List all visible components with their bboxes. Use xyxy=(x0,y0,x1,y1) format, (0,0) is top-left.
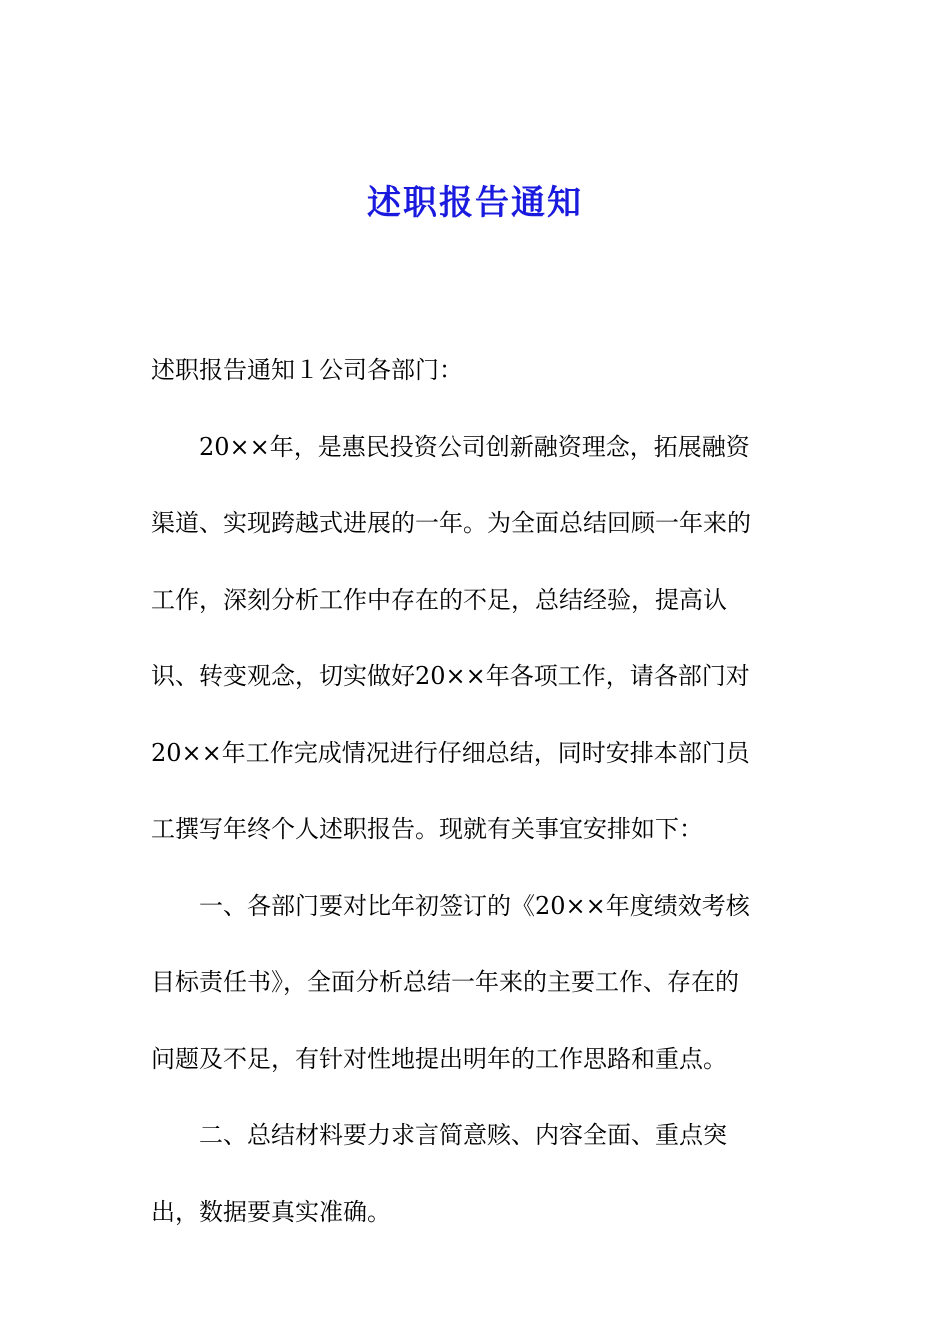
item-two-line: 出，数据要真实准确。 xyxy=(151,1197,391,1226)
greeting-line: 述职报告通知１公司各部门： xyxy=(151,356,463,384)
paragraph-line: 工撰写年终个人述职报告。现就有关事宜安排如下： xyxy=(151,815,703,843)
paragraph-line: 工作，深刻分析工作中存在的不足，总结经验，提高认 xyxy=(151,585,727,614)
document-title: 述职报告通知 xyxy=(367,183,583,223)
document-body xyxy=(151,332,796,1250)
paragraph-line: 20××年，是惠民投资公司创新融资理念，拓展融资 xyxy=(199,432,750,461)
item-one-line: 问题及不足，有针对性地提出明年的工作思路和重点。 xyxy=(151,1044,727,1073)
item-one-line: 一、各部门要对比年初签订的《20××年度绩效考核 xyxy=(199,891,750,920)
item-one-line: 目标责任书》，全面分析总结一年来的主要工作、存在的 xyxy=(151,968,739,996)
paragraph-line: 20××年工作完成情况进行仔细总结，同时安排本部门员 xyxy=(151,738,750,767)
item-two-line: 二、总结材料要力求言简意赅、内容全面、重点突 xyxy=(199,1121,727,1149)
paragraph-line: 渠道、实现跨越式进展的一年。为全面总结回顾一年来的 xyxy=(151,509,751,537)
paragraph-line: 识、转变观念，切实做好20××年各项工作，请各部门对 xyxy=(151,662,750,690)
